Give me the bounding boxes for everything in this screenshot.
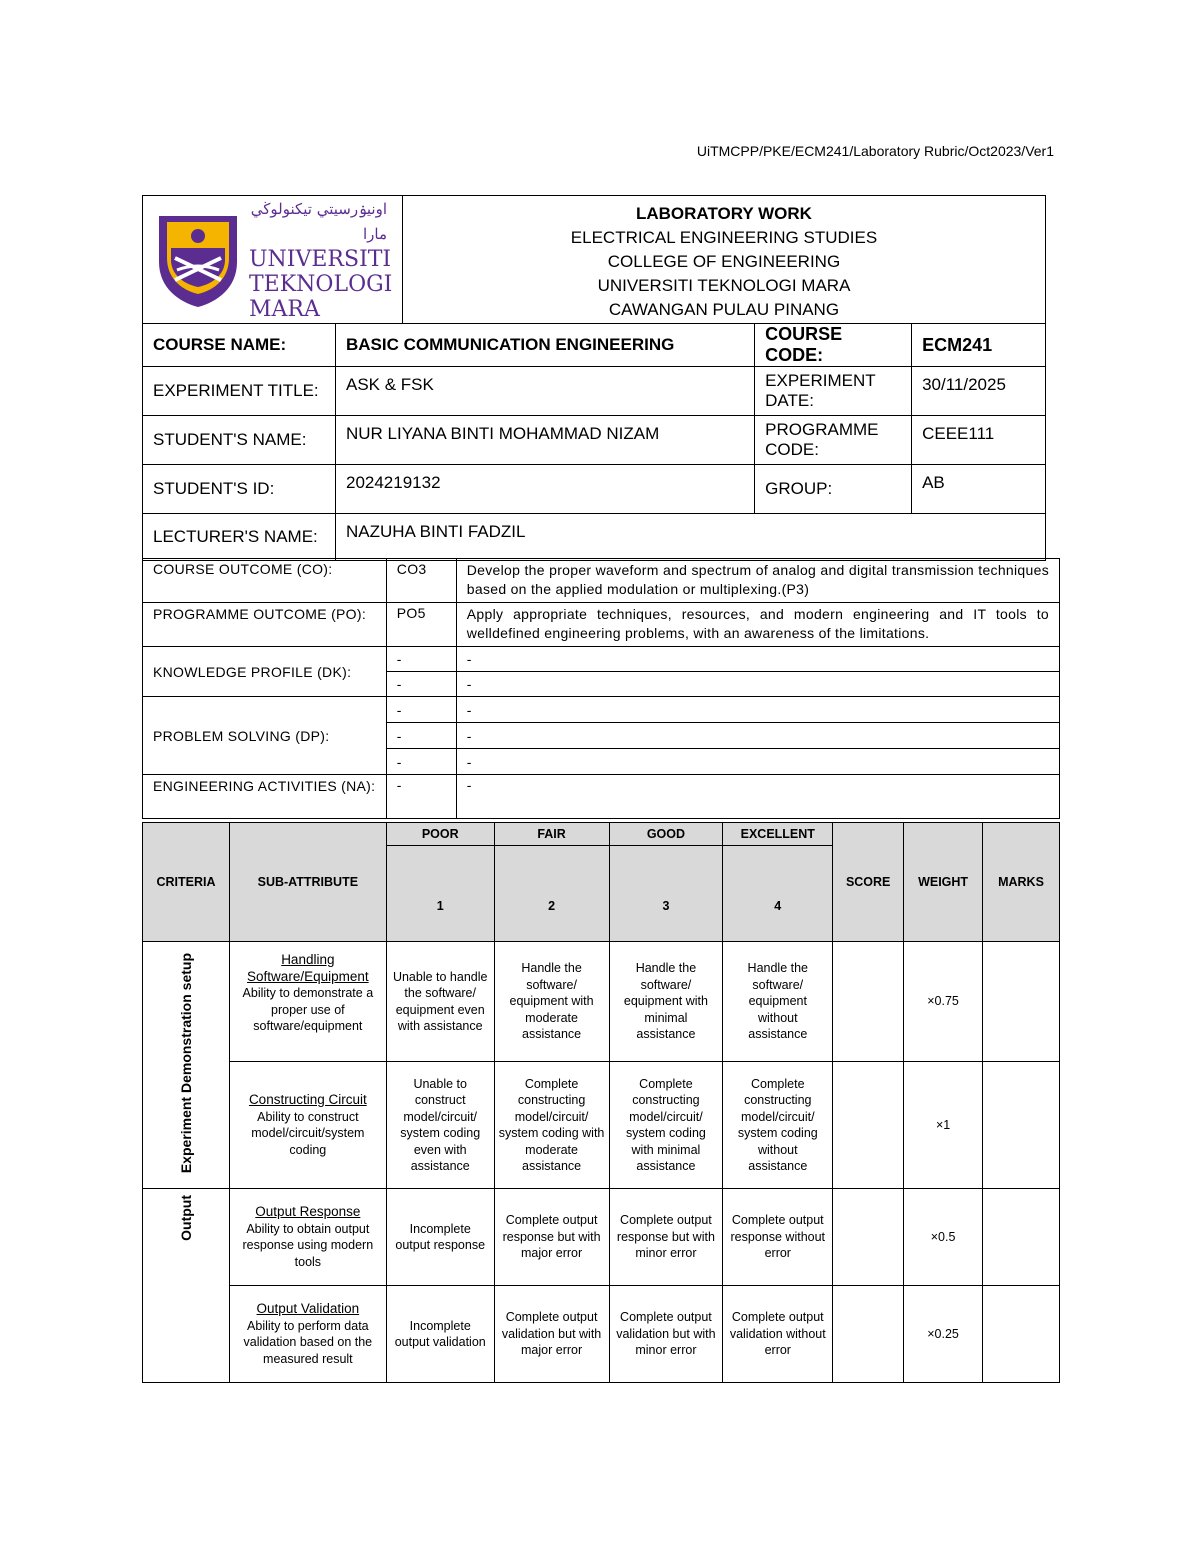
course-code-label: COURSE CODE:	[755, 324, 912, 367]
student-id-label: STUDENT'S ID:	[143, 465, 336, 514]
co-label: COURSE OUTCOME (CO):	[143, 559, 387, 603]
fair-desc: Complete output response but with major error	[494, 1189, 609, 1286]
na-text: -	[456, 775, 1059, 819]
student-name-label: STUDENT'S NAME:	[143, 416, 336, 465]
co-code: CO3	[386, 559, 456, 603]
excellent-desc: Complete output response without error	[723, 1189, 833, 1286]
sub-attribute-desc: Ability to obtain output response using modern tools	[242, 1221, 374, 1269]
good-desc: Complete constructing model/circuit/ system coding with minimal assistance	[609, 1062, 723, 1189]
sub-attribute-cell	[229, 942, 386, 1062]
group-value: AB	[912, 465, 1046, 514]
poor-header: POOR	[386, 823, 494, 846]
experiment-title-label: EXPERIMENT TITLE:	[143, 367, 336, 416]
sub-attribute-title: Constructing Circuit	[248, 1092, 367, 1107]
po-label: PROGRAMME OUTCOME (PO):	[143, 603, 387, 647]
dp-code-3: -	[386, 749, 456, 775]
fair-header: FAIR	[494, 823, 609, 846]
score-3-header: 3	[609, 846, 723, 942]
experiment-date-label: EXPERIMENT DATE:	[755, 367, 912, 416]
good-desc: Complete output response but with minor error	[609, 1189, 723, 1286]
score-4-header: 4	[723, 846, 833, 942]
score-input[interactable]	[833, 1189, 904, 1286]
lab-title: LABORATORY WORK	[635, 203, 812, 223]
criteria-output	[143, 1189, 230, 1383]
experiment-title-value: ASK & FSK	[335, 367, 754, 416]
logo-line-3: MARA	[249, 297, 320, 322]
course-code-value: ECM241	[912, 324, 1046, 367]
dp-code-1: -	[386, 697, 456, 723]
sub-attribute-desc: Ability to demonstrate a proper use of software/equipment	[242, 986, 374, 1033]
criteria-experiment-setup	[143, 942, 230, 1189]
criteria-header: CRITERIA	[143, 823, 230, 942]
poor-desc: Unable to handle the software/ equipment even with assistance	[386, 942, 494, 1062]
poor-desc: Incomplete output validation	[386, 1286, 494, 1383]
dk-text-1: -	[456, 647, 1059, 672]
good-desc: Handle the software/ equipment with minimal assistance	[609, 942, 723, 1062]
uitm-crest-icon	[157, 212, 239, 308]
sub-attribute-header: SUB-ATTRIBUTE	[229, 823, 386, 942]
lecturer-name-value: NAZUHA BINTI FADZIL	[335, 514, 1045, 561]
dp-text-3: -	[456, 749, 1059, 775]
lecturer-name-label: LECTURER'S NAME:	[143, 514, 336, 561]
header-line-3: UNIVERSITI TEKNOLOGI MARA	[597, 275, 851, 295]
fair-desc: Complete constructing model/circuit/ system coding with moderate assistance	[494, 1062, 609, 1189]
table-row	[143, 1286, 1060, 1383]
sub-attribute-cell	[229, 1062, 386, 1189]
marks-input[interactable]	[983, 1189, 1060, 1286]
dk-code-1: -	[386, 647, 456, 672]
po-code: PO5	[386, 603, 456, 647]
marks-input[interactable]	[983, 1062, 1060, 1189]
po-text: Apply appropriate techniques, resources, and modern engineering and IT tools to welldefined engineering problems, with an awareness of the limitations.	[456, 603, 1059, 647]
rubric-table	[142, 822, 1060, 1383]
dk-code-2: -	[386, 672, 456, 697]
weight-value: ×0.75	[904, 942, 983, 1062]
programme-code-value: CEEE111	[912, 416, 1046, 465]
excellent-desc: Handle the software/ equipment without assistance	[723, 942, 833, 1062]
dk-label: KNOWLEDGE PROFILE (DK):	[143, 647, 387, 697]
uitm-logo	[143, 196, 403, 324]
excellent-desc: Complete constructing model/circuit/ system coding without assistance	[723, 1062, 833, 1189]
header-line-2: COLLEGE OF ENGINEERING	[607, 251, 841, 271]
institution-header	[402, 196, 1045, 324]
header-line-4: CAWANGAN PULAU PINANG	[608, 299, 840, 319]
dp-text-2: -	[456, 723, 1059, 749]
table-row	[143, 1062, 1060, 1189]
marks-input[interactable]	[983, 942, 1060, 1062]
logo-line-1: UNIVERSITI	[249, 247, 392, 272]
jawi-text: اونيۏرسيتي تيكنولوڬي مارا	[250, 200, 387, 243]
programme-code-label: PROGRAMME CODE:	[755, 416, 912, 465]
document-reference: UiTMCPP/PKE/ECM241/Laboratory Rubric/Oct2023/Ver1	[696, 143, 1054, 159]
student-id-value: 2024219132	[335, 465, 754, 514]
na-label: ENGINEERING ACTIVITIES (NA):	[143, 775, 387, 819]
excellent-desc: Complete output validation without error	[723, 1286, 833, 1383]
sub-attribute-desc: Ability to construct model/circuit/system coding	[251, 1109, 365, 1157]
score-input[interactable]	[833, 1286, 904, 1383]
outcomes-table	[142, 558, 1060, 819]
sub-attribute-title: Output Validation	[256, 1301, 360, 1316]
sub-attribute-cell	[229, 1189, 386, 1286]
sub-attribute-desc: Ability to perform data validation based on the measured result	[243, 1318, 373, 1366]
weight-value: ×0.5	[904, 1189, 983, 1286]
table-row	[143, 942, 1060, 1062]
dp-label: PROBLEM SOLVING (DP):	[143, 697, 387, 775]
sub-attribute-cell	[229, 1286, 386, 1383]
group-label: GROUP:	[755, 465, 912, 514]
weight-value: ×0.25	[904, 1286, 983, 1383]
fair-desc: Handle the software/ equipment with moderate assistance	[494, 942, 609, 1062]
course-name-value: BASIC COMMUNICATION ENGINEERING	[335, 324, 754, 367]
weight-header: WEIGHT	[904, 823, 983, 942]
good-header: GOOD	[609, 823, 723, 846]
score-input[interactable]	[833, 942, 904, 1062]
logo-line-2: TEKNOLOGI	[249, 272, 393, 297]
excellent-header: EXCELLENT	[723, 823, 833, 846]
header-table	[142, 195, 1046, 561]
criteria-label: Experiment Demonstration setup	[177, 952, 194, 1173]
course-name-label: COURSE NAME:	[143, 324, 336, 367]
marks-input[interactable]	[983, 1286, 1060, 1383]
dp-code-2: -	[386, 723, 456, 749]
marks-header: MARKS	[983, 823, 1060, 942]
good-desc: Complete output validation but with minor error	[609, 1286, 723, 1383]
score-input[interactable]	[833, 1062, 904, 1189]
score-1-header: 1	[386, 846, 494, 942]
score-header: SCORE	[833, 823, 904, 942]
criteria-label: Output	[177, 1195, 194, 1241]
weight-value: ×1	[904, 1062, 983, 1189]
header-line-1: ELECTRICAL ENGINEERING STUDIES	[570, 227, 878, 247]
fair-desc: Complete output validation but with major error	[494, 1286, 609, 1383]
sub-attribute-title: Handling Software/Equipment	[247, 952, 369, 984]
score-2-header: 2	[494, 846, 609, 942]
dk-text-2: -	[456, 672, 1059, 697]
experiment-date-value: 30/11/2025	[912, 367, 1046, 416]
poor-desc: Unable to construct model/circuit/ system coding even with assistance	[386, 1062, 494, 1189]
student-name-value: NUR LIYANA BINTI MOHAMMAD NIZAM	[335, 416, 754, 465]
table-row	[143, 1189, 1060, 1286]
na-code: -	[386, 775, 456, 819]
dp-text-1: -	[456, 697, 1059, 723]
sub-attribute-title: Output Response	[255, 1204, 361, 1219]
co-text: Develop the proper waveform and spectrum of analog and digital transmission techniques based on the applied modulation or multiplexing.(P3)	[456, 559, 1059, 603]
poor-desc: Incomplete output response	[386, 1189, 494, 1286]
